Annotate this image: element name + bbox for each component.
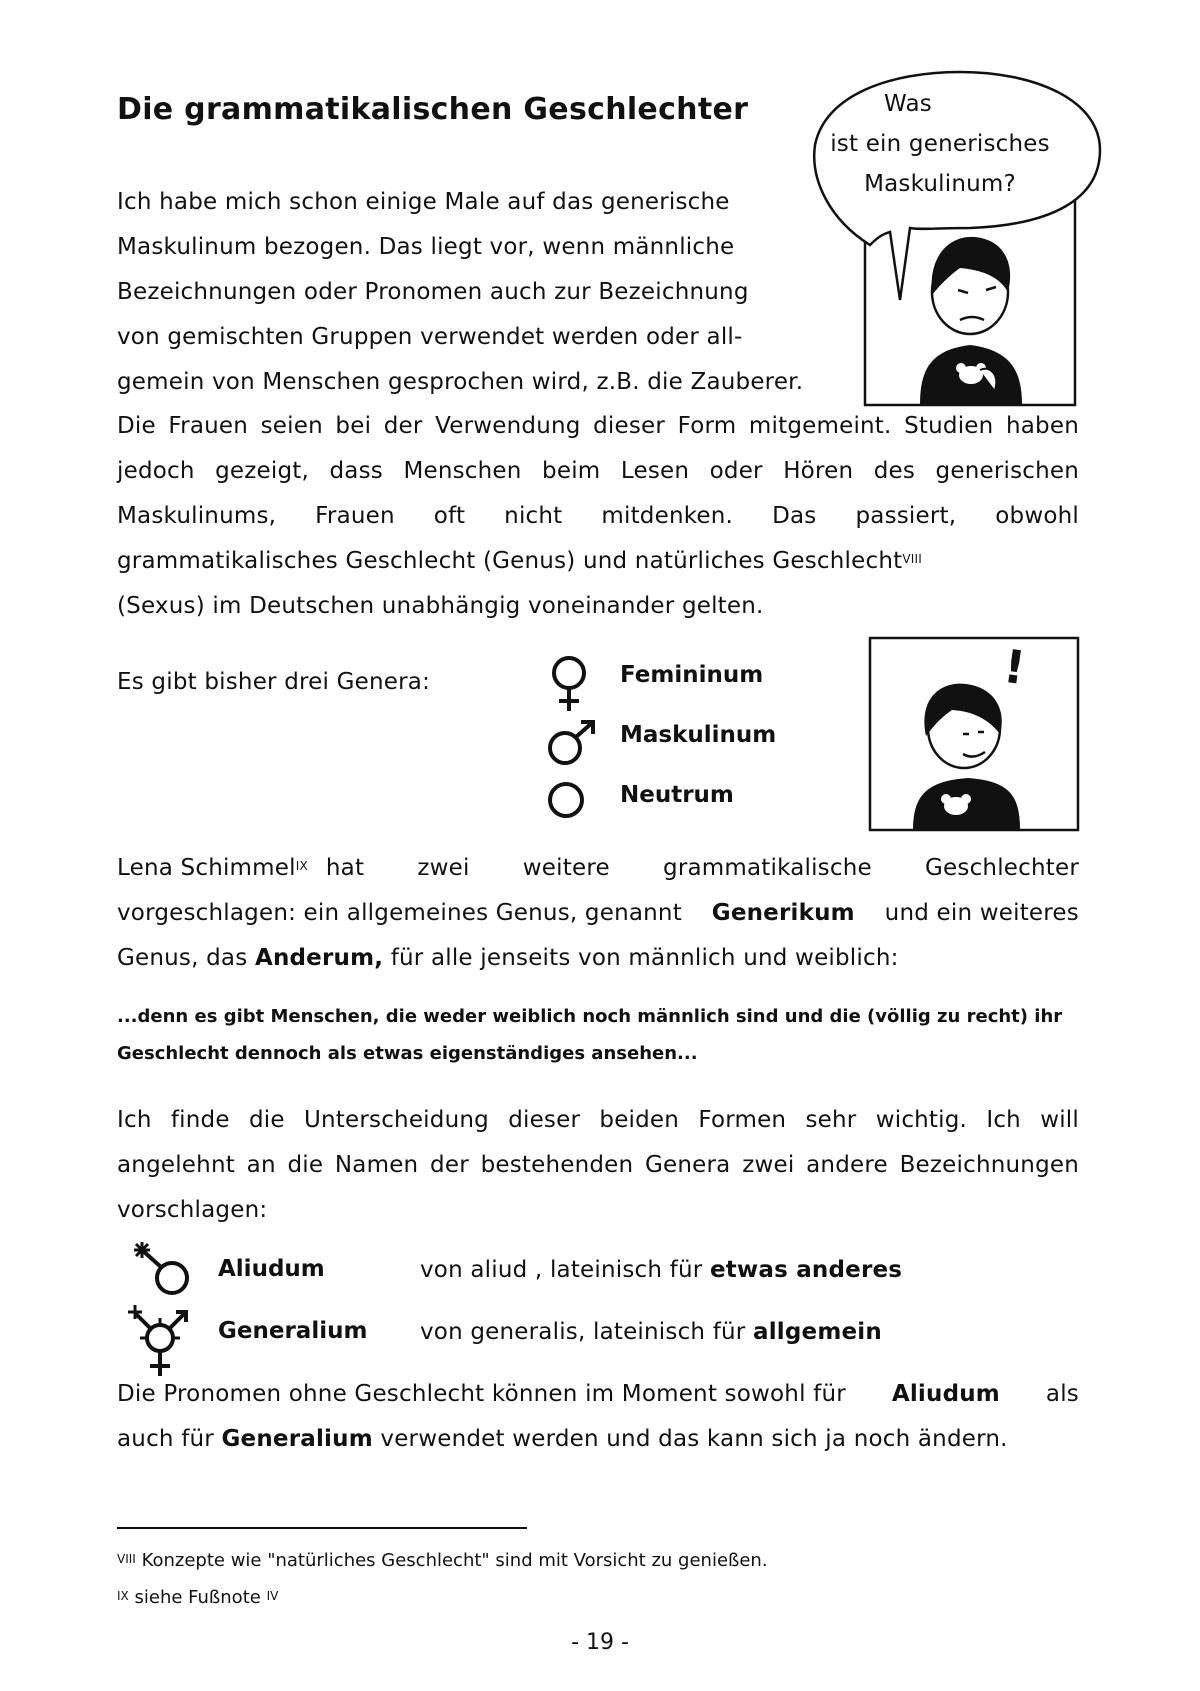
paragraph4-line-3: vorschlagen:: [117, 1197, 268, 1223]
genus-label-maskulinum: Maskulinum: [620, 722, 777, 748]
proposal-desc-aliudum: [420, 1248, 902, 1293]
genus-label-femininum: Femininum: [620, 662, 764, 688]
speech-bubble-line-1: Was: [884, 91, 932, 117]
paragraph2-line-4: [117, 539, 1079, 584]
intro-line-3: Bezeichnungen oder Pronomen auch zur Bezeichnung: [117, 279, 749, 305]
term-aliudum: Aliudum: [891, 1381, 1000, 1407]
footnote-ref-iv[interactable]: IV: [266, 1589, 279, 1603]
paragraph2-line-5: (Sexus) im Deutschen unabhängig voneinander gelten.: [117, 593, 764, 619]
paragraph3-line-3-a: Genus, das: [117, 945, 248, 971]
footnote-ref-ix[interactable]: IX: [295, 859, 308, 873]
proposal-desc-generalium: [420, 1310, 882, 1355]
exclamation-mark: !: [1000, 638, 1029, 696]
paragraph2-line-3: Maskulinums, Frauen oft nicht mitdenken. Das passiert, obwohl: [117, 503, 1079, 529]
paragraph5-line-2-b: verwendet werden und das kann sich ja noch ändern.: [380, 1426, 1008, 1452]
proposal-desc-aliudum-bold: etwas anderes: [709, 1257, 903, 1283]
speech-bubble-line-2: ist ein generisches: [830, 131, 1050, 157]
quote-line-1: ...denn es gibt Menschen, die weder weiblich noch männlich sind und die (völlig zu recht) ihr: [117, 1006, 1063, 1027]
term-anderum: Anderum,: [254, 945, 384, 971]
footnote-viii: [117, 1545, 768, 1577]
paragraph2-line-1: Die Frauen seien bei der Verwendung dieser Form mitgemeint. Studien haben: [117, 413, 1079, 439]
author-name: Lena Schimmel$^{IX}$: [117, 855, 308, 881]
paragraph5-line-1: [117, 1372, 1079, 1417]
footnote-ref-viii[interactable]: VIII: [902, 552, 922, 566]
proposal-desc-generalium-bold: allgemein: [752, 1319, 882, 1345]
paragraph3-line-3-b: für alle jenseits von männlich und weiblich:: [390, 945, 899, 971]
paragraph4-line-1: Ich finde die Unterscheidung dieser beiden Formen sehr wichtig. Ich will: [117, 1107, 1079, 1133]
paragraph5-line-2: [117, 1417, 1079, 1462]
proposal-desc-generalium-text: von generalis, lateinisch für: [420, 1319, 746, 1345]
proposal-desc-aliudum-text: von aliud , lateinisch für: [420, 1257, 703, 1283]
paragraph3-line-1-rest: hat zwei weitere grammatikalische Geschlechter: [325, 855, 1079, 881]
term-generikum: Generikum: [711, 900, 855, 926]
paragraph3-line-2-a: vorgeschlagen: ein allgemeines Genus, genannt: [117, 900, 682, 926]
paragraph5-line-1-a: Die Pronomen ohne Geschlecht können im Moment sowohl für: [117, 1381, 846, 1407]
paragraph5-line-2-a: auch für: [117, 1426, 214, 1452]
paragraph3-line-1: [117, 846, 1079, 891]
footnote-ix-text: siehe Fußnote: [134, 1587, 261, 1608]
paragraph4-line-2: angelehnt an die Namen der bestehenden Genera zwei andere Bezeichnungen: [117, 1152, 1079, 1178]
comic-panel-exclamation: [868, 636, 1080, 832]
footnote-viii-text: Konzepte wie "natürliches Geschlecht" sind mit Vorsicht zu genießen.: [141, 1550, 768, 1571]
quote-line-2: Geschlecht dennoch als etwas eigenständiges ansehen...: [117, 1043, 698, 1064]
intro-line-5: gemein von Menschen gesprochen wird, z.B. die Zauberer.: [117, 369, 804, 395]
female-symbol-icon: [545, 655, 595, 713]
footnote-divider: [117, 1527, 527, 1529]
paragraph2-line-4-text: grammatikalisches Geschlecht (Genus) und natürliches Geschlecht: [117, 548, 903, 574]
page-title: Die grammatikalischen Geschlechter: [117, 92, 749, 127]
genus-label-neutrum: Neutrum: [620, 782, 734, 808]
paragraph3-line-3: [117, 936, 1079, 981]
term-generalium: Generalium: [221, 1426, 373, 1452]
paragraph5-line-1-b: als: [1045, 1381, 1079, 1407]
proposal-label-generalium: Generalium: [218, 1318, 368, 1344]
footnote-mark-ix: IX: [117, 1589, 129, 1603]
footnote-ix: [117, 1582, 278, 1614]
intro-line-4: von gemischten Gruppen verwendet werden oder all-: [117, 324, 743, 350]
generalium-symbol-icon: [120, 1300, 200, 1380]
intro-line-1: Ich habe mich schon einige Male auf das generische: [117, 189, 730, 215]
intro-line-2: Maskulinum bezogen. Das liegt vor, wenn männliche: [117, 234, 735, 260]
paragraph3-line-2: [117, 891, 1079, 936]
proposal-label-aliudum: Aliudum: [218, 1256, 325, 1282]
page-number: - 19 -: [571, 1630, 629, 1655]
genera-intro: Es gibt bisher drei Genera:: [117, 669, 431, 695]
male-symbol-icon: [545, 718, 600, 768]
footnote-mark-viii: VIII: [117, 1552, 136, 1566]
paragraph2-line-2: jedoch gezeigt, dass Menschen beim Lesen oder Hören des generischen: [117, 458, 1079, 484]
speech-bubble-line-3: Maskulinum?: [864, 171, 1016, 197]
paragraph3-line-2-b: und ein weiteres: [884, 900, 1079, 926]
aliudum-symbol-icon: [128, 1240, 198, 1302]
neutral-circle-icon: [545, 778, 590, 823]
